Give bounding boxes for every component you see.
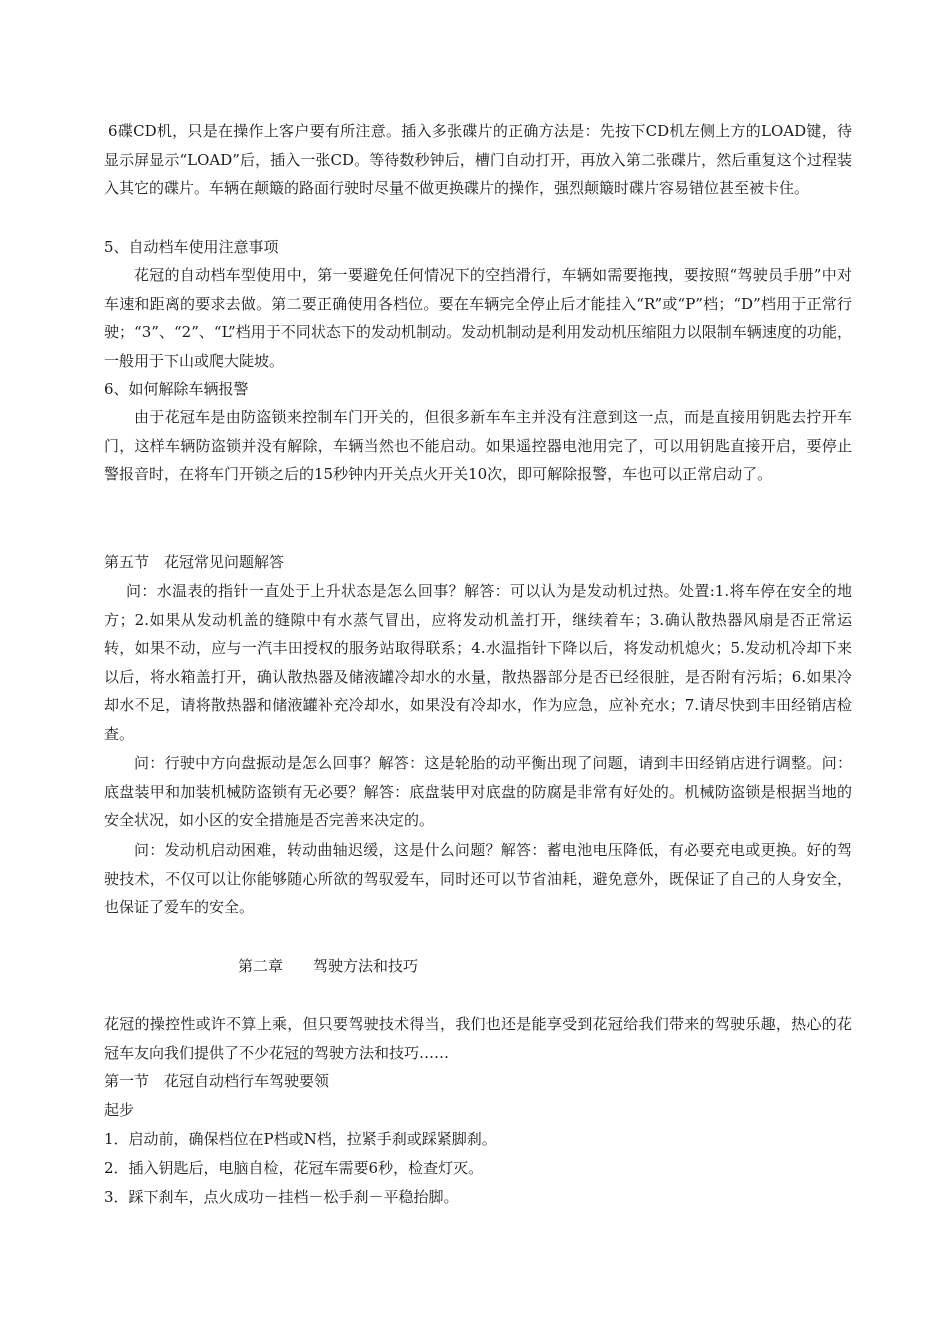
chapter-title: 第二章 驾驶方法和技巧 — [238, 957, 419, 975]
paragraph-alarm-release: 由于花冠车是由防盗锁来控制车门开关的，但很多新车车主并没有注意到这一点，而是直接用钥匙去拧开车门，这样车辆防盗锁并没有解除，车辆当然也不能启动。如果遥控器电池用完了，可以用钥匙直接开启，要停止警报音时，在将车门开锁之后的15秒钟内开关点火开关10次，即可解除报警，车也可以正常启动了。 — [104, 408, 852, 483]
list-item-step-3: 3．踩下刹车，点火成功－挂档－松手刹－平稳抬脚。 — [104, 1188, 459, 1206]
list-item-step-1: 1．启动前，确保档位在P档或N档，拉紧手刹或踩紧脚刹。 — [104, 1130, 497, 1148]
paragraph-automatic-transmission: 花冠的自动档车型使用中，第一要避免任何情况下的空挡滑行，车辆如需要拖拽，要按照“驾驶员手册”中对车速和距离的要求去做。第二要正确使用各档位。要在车辆完全停止后才能挂入“R”或“P”档；“D”档用于正常行驶；“3”、“2”、“L”档用于不同状态下的发动机制动。发动机制动是利用发动机压缩阻力以限制车辆速度的功能，一般用于下山或爬大陡坡。 — [104, 266, 852, 370]
section-heading-driving: 第一节 花冠自动档行车驾驶要领 — [104, 1072, 330, 1090]
heading-automatic-transmission: 5、自动档车使用注意事项 — [104, 238, 279, 256]
paragraph-chapter-intro: 花冠的操控性或许不算上乘，但只要驾驶技术得当，我们也还是能享受到花冠给我们带来的驾驶乐趣，热心的花冠车友向我们提供了不少花冠的驾驶方法和技巧…… — [104, 1015, 852, 1062]
paragraph-cd-changer: 6碟CD机，只是在操作上客户要有所注意。插入多张碟片的正确方法是：先按下CD机左侧上方的LOAD键，待显示屏显示“LOAD”后，插入一张CD。等待数秒钟后，槽门自动打开，再放入第二张碟片，然后重复这个过程装入其它的碟片。车辆在颠簸的路面行驶时尽量不做更换碟片的操作，强烈颠簸时碟片容易错位甚至被卡住。 — [104, 122, 852, 197]
section-heading-faq: 第五节 花冠常见问题解答 — [104, 553, 285, 571]
paragraph-faq-engine-start: 问：发动机启动困难，转动曲轴迟缓，这是什么问题？解答：蓄电池电压降低，有必要充电或更换。好的驾驶技术，不仅可以让你能够随心所欲的驾驭爱车，同时还可以节省油耗，避免意外，既保证了自己的人身安全，也保证了爱车的安全。 — [104, 841, 852, 916]
paragraph-faq-water-temp: 问：水温表的指针一直处于上升状态是怎么回事？解答：可以认为是发动机过热。处置:1.将车停在安全的地方；2.如果从发动机盖的缝隙中有水蒸气冒出，应将发动机盖打开，继续着车；3.确认散热器风扇是否正常运转，如果不动，应与一汽丰田授权的服务站取得联系；4.水温指针下降以后，将发动机熄火；5.发动机冷却下来以后，将水箱盖打开，确认散热器及储液罐冷却水的水量，散热器部分是否已经很脏，是否附有污垢；6.如果冷却水不足，请将散热器和储液罐补充冷却水，如果没有冷却水，作为应急，应补充水；7.请尽快到丰田经销店检查。 — [104, 582, 852, 743]
subheading-start: 起步 — [104, 1101, 135, 1119]
heading-alarm-release: 6、如何解除车辆报警 — [104, 380, 249, 398]
list-item-step-2: 2．插入钥匙后，电脑自检，花冠车需要6秒，检查灯灭。 — [104, 1159, 484, 1177]
paragraph-faq-steering: 问：行驶中方向盘振动是怎么回事？解答：这是轮胎的动平衡出现了问题，请到丰田经销店进行调整。问：底盘装甲和加装机械防盗锁有无必要？解答：底盘装甲对底盘的防腐是非常有好处的。机械防盗锁是根据当地的安全状况，如小区的安全措施是否完善来决定的。 — [104, 754, 852, 829]
